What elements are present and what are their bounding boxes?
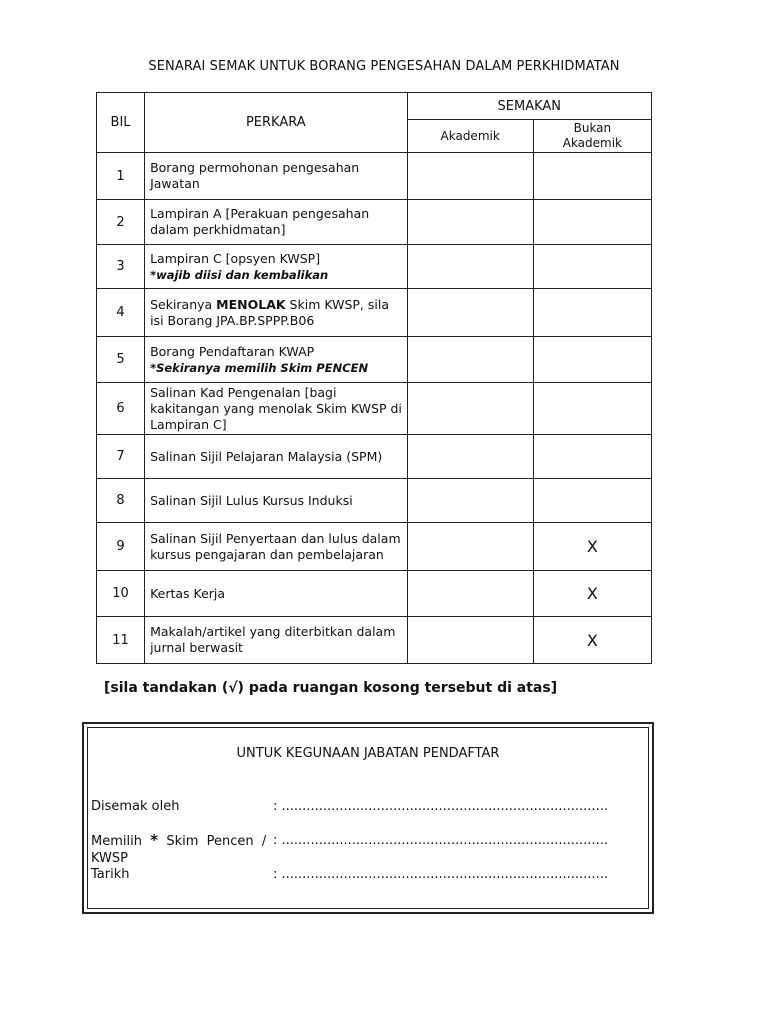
check-cell-bukan-akademik[interactable] xyxy=(533,153,651,200)
header-bukan-akademik-line1: Bukan xyxy=(573,121,612,135)
table-row xyxy=(97,245,652,289)
table-row xyxy=(97,200,652,245)
check-cell-akademik[interactable] xyxy=(407,153,533,200)
row-bil: 10 xyxy=(97,571,145,617)
field-value-tarikh[interactable]: : ............................................................................... xyxy=(273,867,608,882)
check-cell-bukan-akademik[interactable] xyxy=(533,337,651,383)
table-row xyxy=(97,523,652,571)
row-text: Salinan Sijil Penyertaan dan lulus dalam xyxy=(150,530,401,546)
field-label-text: Skim Pencen / xyxy=(158,834,267,849)
checklist-table xyxy=(96,92,652,664)
row-bil: 1 xyxy=(97,153,145,200)
row-perkara xyxy=(145,523,407,571)
check-cell-bukan-akademik[interactable] xyxy=(533,245,651,289)
check-cell-akademik[interactable] xyxy=(407,383,533,435)
office-use-inner-border xyxy=(87,727,649,909)
table-row xyxy=(97,337,652,383)
row-text: Borang Pendaftaran KWAP xyxy=(150,343,315,359)
row-text: Borang permohonan pengesahan xyxy=(150,160,360,175)
row-text: Lampiran C [opsyen KWSP] xyxy=(150,250,321,266)
row-text: Jawatan xyxy=(150,176,200,191)
header-bil: BIL xyxy=(97,93,145,153)
row-text: dalam perkhidmatan] xyxy=(150,222,286,237)
page-title: SENARAI SEMAK UNTUK BORANG PENGESAHAN DALAM PERKHIDMATAN xyxy=(148,59,620,74)
row-text: kursus pengajaran dan pembelajaran xyxy=(150,546,384,562)
asterisk-icon: * xyxy=(150,831,159,849)
instruction-text: [sila tandakan (√) pada ruangan kosong tersebut di atas] xyxy=(104,680,558,696)
row-text: Salinan Sijil Lulus Kursus Induksi xyxy=(150,492,353,508)
office-use-box xyxy=(82,722,654,914)
field-label-tarikh: Tarikh xyxy=(91,867,130,882)
row-text: Lampiran C] xyxy=(150,416,227,432)
row-text: kakitangan yang menolak Skim KWSP di xyxy=(150,400,402,416)
check-cell-akademik[interactable] xyxy=(407,523,533,571)
row-perkara xyxy=(145,383,407,435)
row-bil: 7 xyxy=(97,435,145,479)
row-text-bold: MENOLAK xyxy=(216,296,286,312)
row-bil: 2 xyxy=(97,200,145,245)
row-text: Salinan Kad Pengenalan [bagi xyxy=(150,384,337,400)
row-text: jurnal berwasit xyxy=(150,640,243,655)
check-cell-bukan-akademik[interactable] xyxy=(533,200,651,245)
check-cell-bukan-akademik[interactable]: X xyxy=(533,571,651,617)
row-perkara xyxy=(145,337,407,383)
check-cell-bukan-akademik[interactable]: X xyxy=(533,617,651,664)
field-value-disemak-oleh[interactable]: : ............................................................................... xyxy=(273,799,608,814)
row-perkara xyxy=(145,289,407,337)
row-perkara xyxy=(145,571,407,617)
row-text: Sekiranya xyxy=(150,296,217,312)
check-cell-akademik[interactable] xyxy=(407,289,533,337)
check-cell-akademik[interactable] xyxy=(407,245,533,289)
row-bil: 4 xyxy=(97,289,145,337)
row-bil: 6 xyxy=(97,383,145,435)
office-use-title: UNTUK KEGUNAAN JABATAN PENDAFTAR xyxy=(236,746,500,761)
field-label-text: Memilih xyxy=(91,834,151,849)
header-akademik: Akademik xyxy=(407,120,533,153)
header-bukan-akademik xyxy=(533,120,651,153)
row-bil: 9 xyxy=(97,523,145,571)
row-text: Kertas Kerja xyxy=(150,585,226,601)
row-perkara xyxy=(145,200,407,245)
field-label-disemak-oleh: Disemak oleh xyxy=(91,799,180,814)
row-text: Skim KWSP, sila xyxy=(285,296,389,312)
row-perkara xyxy=(145,245,407,289)
row-note: *wajib diisi dan kembalikan xyxy=(150,267,329,282)
field-label-text: KWSP xyxy=(91,851,129,866)
check-cell-bukan-akademik[interactable] xyxy=(533,435,651,479)
row-text: isi Borang JPA.BP.SPPP.B06 xyxy=(150,312,315,328)
table-row xyxy=(97,289,652,337)
check-cell-bukan-akademik[interactable] xyxy=(533,479,651,523)
table-row xyxy=(97,617,652,664)
table-row xyxy=(97,479,652,523)
header-perkara: PERKARA xyxy=(145,93,407,153)
header-semakan: SEMAKAN xyxy=(407,93,651,120)
header-bukan-akademik-line2: Akademik xyxy=(562,136,623,150)
row-perkara xyxy=(145,153,407,200)
table-row xyxy=(97,383,652,435)
table-row xyxy=(97,153,652,200)
check-cell-akademik[interactable] xyxy=(407,479,533,523)
row-text: Makalah/artikel yang diterbitkan dalam xyxy=(150,624,396,639)
row-bil: 8 xyxy=(97,479,145,523)
table-row xyxy=(97,435,652,479)
check-cell-akademik[interactable] xyxy=(407,435,533,479)
check-cell-bukan-akademik[interactable] xyxy=(533,383,651,435)
check-cell-akademik[interactable] xyxy=(407,571,533,617)
row-note: *Sekiranya memilih Skim PENCEN xyxy=(150,360,369,375)
row-perkara xyxy=(145,617,407,664)
field-value-memilih-skim[interactable]: : ............................................................................... xyxy=(273,833,608,848)
row-perkara xyxy=(145,479,407,523)
table-row xyxy=(97,571,652,617)
row-perkara xyxy=(145,435,407,479)
check-cell-akademik[interactable] xyxy=(407,617,533,664)
check-cell-bukan-akademik[interactable] xyxy=(533,289,651,337)
row-bil: 3 xyxy=(97,245,145,289)
check-cell-bukan-akademik[interactable]: X xyxy=(533,523,651,571)
check-cell-akademik[interactable] xyxy=(407,200,533,245)
field-label-memilih-skim xyxy=(91,832,266,867)
row-bil: 5 xyxy=(97,337,145,383)
row-text: Salinan Sijil Pelajaran Malaysia (SPM) xyxy=(150,448,383,464)
row-bil: 11 xyxy=(97,617,145,664)
check-cell-akademik[interactable] xyxy=(407,337,533,383)
row-text: Lampiran A [Perakuan pengesahan xyxy=(150,206,370,221)
